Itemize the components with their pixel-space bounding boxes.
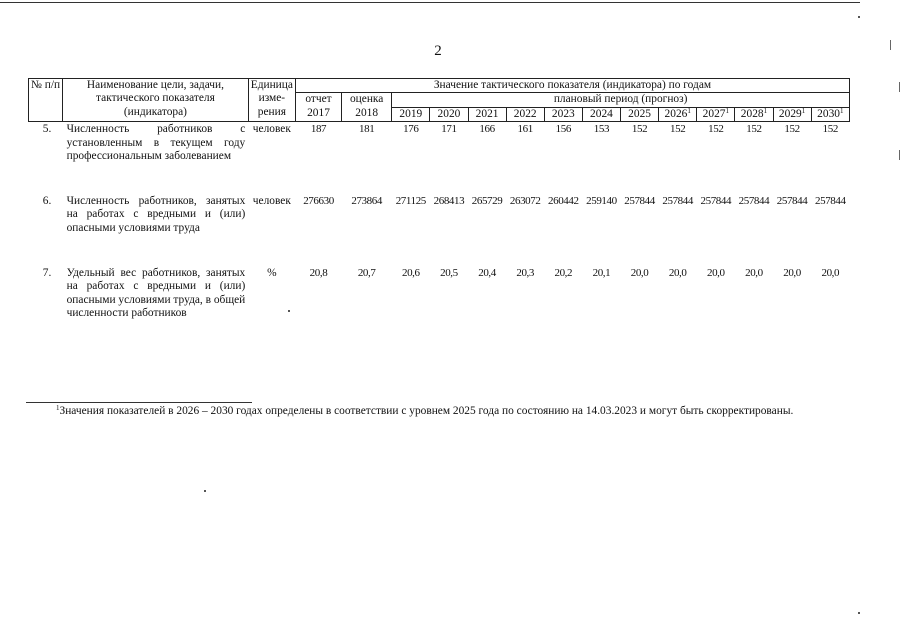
- scan-speck: [899, 150, 900, 160]
- value-cell: 20,5: [440, 266, 458, 279]
- footnote-ref: 1: [687, 107, 691, 115]
- value-cell: 152: [708, 123, 724, 136]
- header-year: 2020: [430, 107, 468, 121]
- row-unit: человек: [252, 123, 291, 136]
- value-cell: 271125: [395, 194, 426, 207]
- value-cell: 20,8: [309, 266, 328, 279]
- value-cell: 152: [670, 123, 686, 136]
- scan-speck: [288, 310, 290, 312]
- value-cell: 171: [441, 123, 457, 136]
- header-num: № п/п: [29, 79, 63, 122]
- value-cell: 161: [517, 123, 533, 136]
- header-year-marked: 2029$^1$: [773, 107, 811, 121]
- value-cell: 153: [593, 123, 610, 136]
- header-year-marked: 2028$^1$: [735, 107, 773, 121]
- value-cell: 20,6: [401, 266, 420, 279]
- value-cell: 20,0: [821, 266, 840, 279]
- row-name: Удельный вес работников, занятых на работах с вредными и (или) опасными условиями труда, в общей численности работников: [66, 266, 246, 319]
- value-cell: 263072: [509, 194, 541, 207]
- row-unit: человек: [252, 194, 291, 207]
- value-cell: 20,0: [783, 266, 801, 279]
- value-cell: 152: [746, 123, 762, 136]
- row-num: 6.: [42, 194, 52, 207]
- value-cell: 152: [631, 123, 648, 136]
- header-estimate: оценка 2018: [342, 93, 392, 122]
- table-row: [29, 122, 850, 194]
- value-cell: 187: [310, 123, 327, 136]
- value-cell: 20,1: [592, 266, 611, 279]
- footnote-ref: 1: [725, 107, 729, 115]
- value-cell: 20,2: [554, 266, 573, 279]
- footnote-ref: 1: [801, 107, 806, 115]
- value-cell: 20,7: [357, 266, 376, 279]
- value-cell: 257844: [738, 194, 770, 207]
- value-cell: 268413: [433, 194, 465, 207]
- value-cell: 156: [555, 123, 571, 136]
- value-cell: 20,0: [668, 266, 687, 279]
- footnote: [28, 404, 844, 418]
- top-rule: [0, 2, 860, 3]
- value-cell: 166: [479, 123, 495, 136]
- value-cell: 152: [822, 123, 838, 136]
- value-cell: 181: [359, 123, 375, 136]
- scan-speck: [204, 490, 206, 492]
- value-cell: 257844: [662, 194, 693, 207]
- header-year-marked: 2030$^1$: [811, 107, 849, 121]
- scan-speck: [899, 82, 900, 92]
- value-cell: 152: [784, 123, 800, 136]
- value-cell: 20,0: [630, 266, 649, 279]
- value-cell: 257844: [624, 194, 655, 207]
- value-cell: 259140: [586, 194, 617, 207]
- value-cell: 20,4: [478, 266, 496, 279]
- value-cell: 20,3: [516, 266, 535, 279]
- header-year-marked: 2026$^1$: [659, 107, 697, 121]
- footnote-ref: 1: [763, 107, 768, 115]
- header-year: 2022: [506, 107, 544, 121]
- header-year: 2024: [582, 107, 620, 121]
- footnote-ref: 1: [839, 107, 844, 115]
- page-number: 2: [434, 43, 442, 59]
- scan-speck: [858, 16, 860, 18]
- value-cell: 176: [403, 123, 419, 136]
- value-cell: 276630: [303, 194, 334, 207]
- value-cell: 260442: [548, 194, 579, 207]
- value-cell: 273864: [351, 194, 382, 207]
- value-cell: 20,0: [706, 266, 725, 279]
- header-group: Значение тактического показателя (индикатора) по годам: [295, 79, 849, 93]
- indicators-table: [28, 78, 850, 346]
- scan-speck: [890, 40, 891, 50]
- value-cell: 257844: [700, 194, 732, 207]
- header-planned: плановый период (прогноз): [392, 93, 850, 107]
- table-header: [29, 79, 850, 122]
- value-cell: 257844: [815, 194, 846, 207]
- row-name: Численность работников с установленным в текущем году профессиональным заболеванием: [66, 123, 246, 163]
- value-cell: 20,0: [745, 266, 763, 279]
- row-name: Численность работников, занятых на работах с вредными и (или) опасными условиями труда: [66, 194, 246, 234]
- footnote-rule: [26, 402, 252, 403]
- header-name: Наименование цели, задачи, тактического показателя (индикатора): [63, 79, 249, 122]
- header-year: 2021: [468, 107, 506, 121]
- header-unit: Единица измерения: [248, 79, 295, 122]
- row-num: 7.: [42, 266, 52, 279]
- table-row: [29, 266, 850, 346]
- value-cell: 265729: [471, 194, 503, 207]
- header-year: 2019: [392, 107, 430, 121]
- table-row: [29, 194, 850, 266]
- row-unit: %: [267, 266, 277, 279]
- row-num: 5.: [42, 123, 52, 136]
- header-year: 2023: [544, 107, 582, 121]
- value-cell: 257844: [776, 194, 808, 207]
- header-year: 2025: [621, 107, 659, 121]
- scan-speck: [858, 612, 860, 614]
- footnote-marker: 1: [56, 404, 60, 412]
- header-report: отчет 2017: [295, 93, 341, 122]
- header-year-marked: 2027$^1$: [697, 107, 735, 121]
- footnote-text: Значения показателей в 2026 – 2030 годах определены в соответствии с уровнем 2025 года по состоянию на 14.03.2023 и могут быть скорректированы.: [59, 405, 794, 417]
